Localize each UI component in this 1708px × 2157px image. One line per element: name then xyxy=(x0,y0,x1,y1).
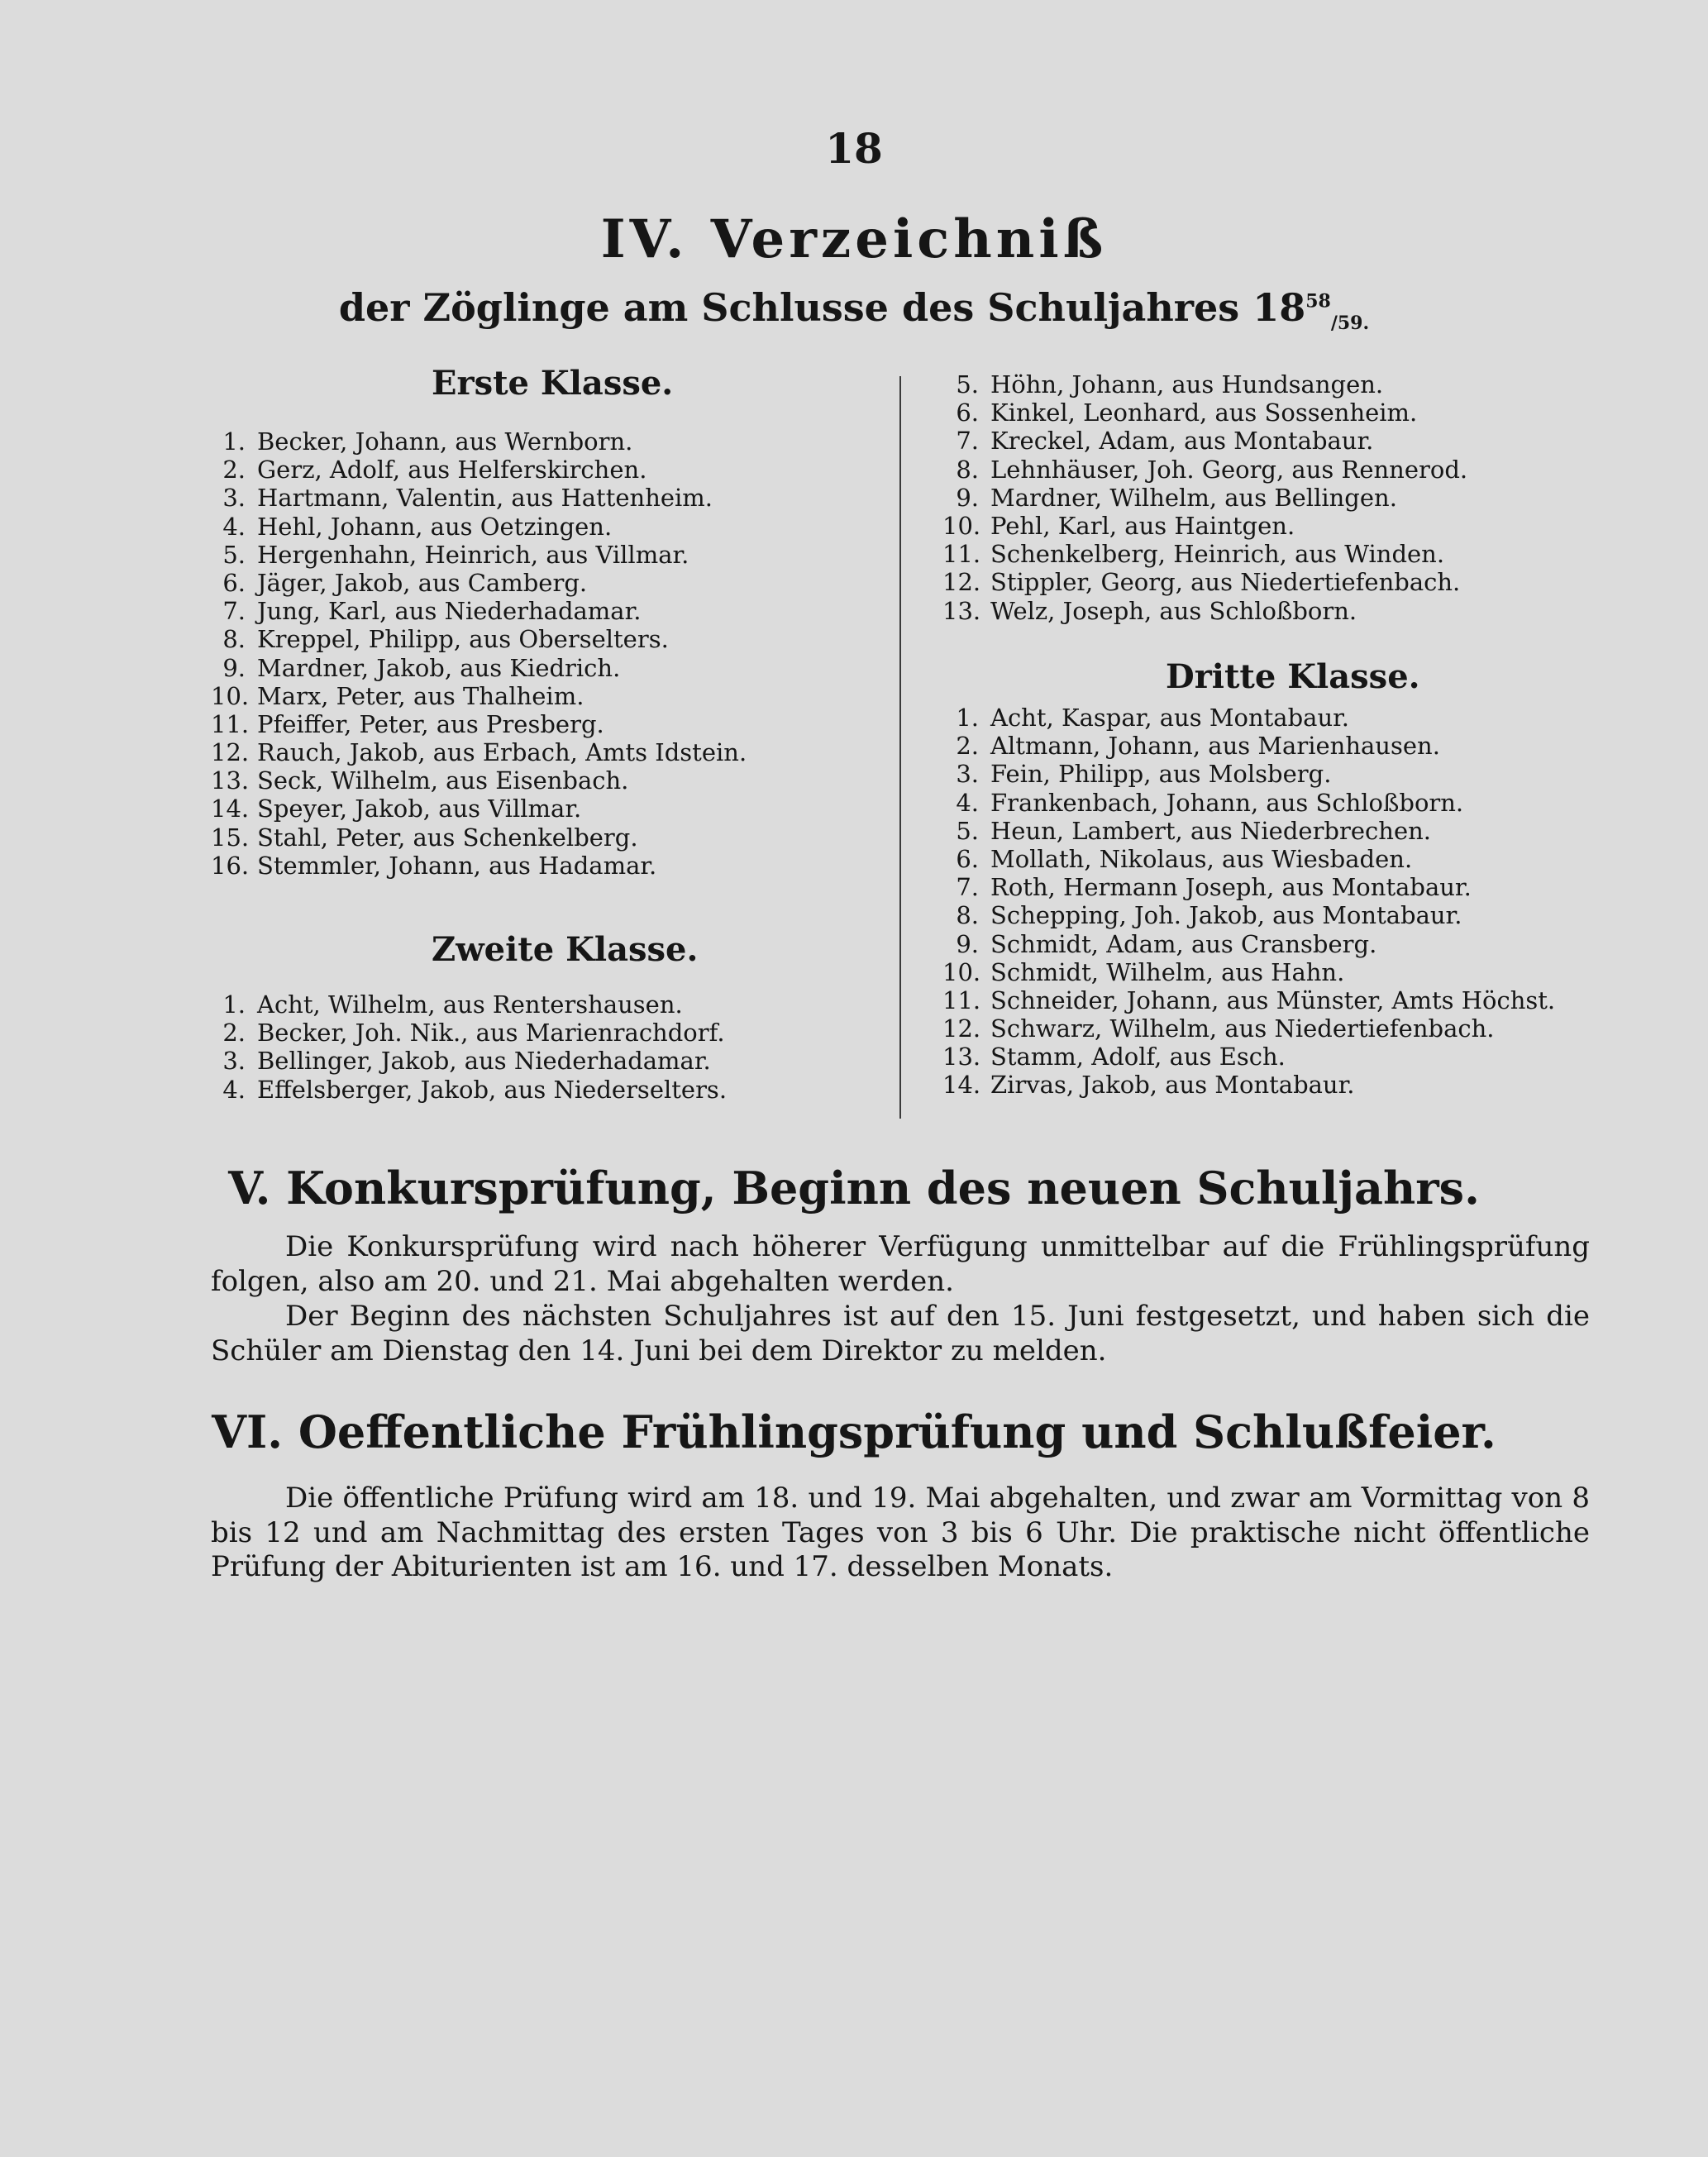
student-entry: Kinkel, Leonhard, aus Sossenheim. xyxy=(990,398,1418,427)
item-number: 15. xyxy=(211,823,250,852)
item-number: 1. xyxy=(222,990,246,1019)
student-entry: Mardner, Jakob, aus Kiedrich. xyxy=(257,653,621,682)
item-number: 13. xyxy=(942,1043,981,1071)
item-number: 8. xyxy=(956,455,979,484)
list-item xyxy=(211,682,747,710)
list-item xyxy=(942,958,1555,986)
list-zweite-klasse-left xyxy=(211,990,727,1104)
list-item xyxy=(211,654,747,682)
student-entry: Roth, Hermann Joseph, aus Montabaur. xyxy=(990,873,1472,902)
item-number: 10. xyxy=(942,511,981,540)
item-number: 6. xyxy=(956,398,979,427)
item-number: 8. xyxy=(956,901,979,930)
list-item xyxy=(211,990,727,1019)
column-divider xyxy=(899,376,901,1119)
student-entry: Fein, Philipp, aus Molsberg. xyxy=(990,760,1332,789)
item-number: 5. xyxy=(222,540,246,569)
student-entry: Schneider, Johann, aus Münster, Amts Höchst. xyxy=(990,985,1556,1014)
student-entry: Acht, Wilhelm, aus Rentershausen. xyxy=(257,990,683,1019)
student-entry: Mardner, Wilhelm, aus Bellingen. xyxy=(990,483,1397,512)
section-5-paragraph-1: Die Konkursprüfung wird nach höherer Verfügung unmittelbar auf die Frühlingsprüfung folgen, also am 20. und 21. Mai abgehalten werden. xyxy=(211,1230,1590,1298)
item-number: 14. xyxy=(942,1071,981,1100)
student-entry: Schenkelberg, Heinrich, aus Winden. xyxy=(990,540,1445,569)
item-number: 9. xyxy=(956,483,979,512)
student-entry: Becker, Johann, aus Wernborn. xyxy=(257,427,633,456)
student-entry: Welz, Joseph, aus Schloßborn. xyxy=(990,596,1357,625)
subtitle-text: der Zöglinge am Schlusse des Schuljahres 18 xyxy=(338,285,1306,330)
list-item xyxy=(942,1071,1555,1099)
list-item xyxy=(942,568,1467,596)
list-item xyxy=(211,456,747,484)
item-number: 7. xyxy=(222,597,246,626)
heading-dritte-klasse: Dritte Klasse. xyxy=(1166,657,1420,696)
list-item xyxy=(942,704,1555,732)
student-entry: Lehnhäuser, Joh. Georg, aus Rennerod. xyxy=(990,455,1468,484)
section-5-title: V. Konkursprüfung, Beginn des neuen Schuljahrs. xyxy=(228,1162,1480,1215)
section-6-title: VI. Oeffentliche Frühlingsprüfung und Schlußfeier. xyxy=(212,1405,1496,1458)
item-number: 1. xyxy=(956,704,979,732)
list-item xyxy=(942,930,1555,958)
student-entry: Stamm, Adolf, aus Esch. xyxy=(990,1043,1286,1071)
student-entry: Pehl, Karl, aus Haintgen. xyxy=(990,511,1295,540)
item-number: 16. xyxy=(211,851,250,880)
student-entry: Speyer, Jakob, aus Villmar. xyxy=(257,795,582,823)
item-number: 4. xyxy=(956,788,979,817)
list-item xyxy=(211,795,747,823)
list-item xyxy=(211,625,747,653)
list-item xyxy=(942,760,1555,788)
list-item xyxy=(942,597,1467,625)
student-entry: Becker, Joh. Nik., aus Marienrachdorf. xyxy=(257,1019,725,1047)
student-entry: Stippler, Georg, aus Niedertiefenbach. xyxy=(990,568,1461,597)
item-number: 5. xyxy=(956,816,979,845)
item-number: 4. xyxy=(222,1075,246,1104)
list-item xyxy=(942,456,1467,484)
item-number: 2. xyxy=(956,732,979,761)
list-item xyxy=(942,1043,1555,1071)
item-number: 11. xyxy=(942,540,981,569)
section-4-subtitle xyxy=(0,285,1708,334)
student-entry: Mollath, Nikolaus, aus Wiesbaden. xyxy=(990,844,1413,873)
item-number: 12. xyxy=(211,738,250,767)
item-number: 6. xyxy=(956,844,979,873)
list-item xyxy=(942,427,1467,455)
heading-zweite-klasse: Zweite Klasse. xyxy=(432,930,699,969)
list-item xyxy=(211,597,747,625)
item-number: 9. xyxy=(956,929,979,958)
student-entry: Hergenhahn, Heinrich, aus Villmar. xyxy=(257,540,689,569)
item-number: 9. xyxy=(222,653,246,682)
student-entry: Pfeiffer, Peter, aus Presberg. xyxy=(257,709,604,738)
list-dritte-klasse xyxy=(942,704,1555,1100)
student-entry: Kreppel, Philipp, aus Oberselters. xyxy=(257,625,669,654)
item-number: 7. xyxy=(956,873,979,902)
list-item xyxy=(942,901,1555,929)
list-item xyxy=(211,513,747,541)
list-item xyxy=(211,427,747,456)
item-number: 14. xyxy=(211,795,250,823)
list-zweite-klasse-right xyxy=(942,370,1467,625)
item-number: 10. xyxy=(942,957,981,986)
list-item xyxy=(211,710,747,738)
list-item xyxy=(942,789,1555,817)
item-number: 1. xyxy=(222,427,246,456)
section-5-paragraph-2: Der Beginn des nächsten Schuljahres ist auf den 15. Juni festgesetzt, und haben sich die Schüler am Dienstag den 14. Juni bei dem Direktor zu melden. xyxy=(211,1300,1590,1367)
student-entry: Höhn, Johann, aus Hundsangen. xyxy=(990,370,1384,398)
list-item xyxy=(211,823,747,852)
item-number: 8. xyxy=(222,625,246,654)
student-entry: Jung, Karl, aus Niederhadamar. xyxy=(257,597,642,626)
year-superscript: 58 xyxy=(1305,290,1331,313)
list-item xyxy=(211,738,747,766)
item-number: 10. xyxy=(211,681,250,710)
list-item xyxy=(211,852,747,880)
item-number: 2. xyxy=(222,1019,246,1047)
section-4-title: IV. Verzeichniß xyxy=(600,208,1108,270)
list-item xyxy=(942,817,1555,845)
item-number: 11. xyxy=(942,985,981,1014)
item-number: 12. xyxy=(942,568,981,597)
item-number: 2. xyxy=(222,456,246,484)
student-entry: Marx, Peter, aus Thalheim. xyxy=(257,681,584,710)
student-entry: Seck, Wilhelm, aus Eisenbach. xyxy=(257,766,629,795)
student-entry: Jäger, Jakob, aus Camberg. xyxy=(257,568,588,597)
item-number: 12. xyxy=(942,1014,981,1043)
item-number: 3. xyxy=(956,760,979,789)
student-entry: Gerz, Adolf, aus Helferskirchen. xyxy=(257,456,647,484)
student-entry: Heun, Lambert, aus Niederbrechen. xyxy=(990,816,1432,845)
student-entry: Stemmler, Johann, aus Hadamar. xyxy=(257,851,657,880)
student-entry: Schmidt, Wilhelm, aus Hahn. xyxy=(990,957,1345,986)
student-entry: Effelsberger, Jakob, aus Niederselters. xyxy=(257,1075,728,1104)
student-entry: Frankenbach, Johann, aus Schloßborn. xyxy=(990,788,1464,817)
list-item xyxy=(942,986,1555,1014)
list-item xyxy=(211,1047,727,1075)
list-item xyxy=(942,845,1555,873)
item-number: 5. xyxy=(956,370,979,398)
list-item xyxy=(942,540,1467,568)
student-entry: Rauch, Jakob, aus Erbach, Amts Idstein. xyxy=(257,738,747,767)
student-entry: Stahl, Peter, aus Schenkelberg. xyxy=(257,823,638,852)
item-number: 7. xyxy=(956,427,979,456)
list-item xyxy=(211,569,747,597)
list-item xyxy=(942,873,1555,901)
student-entry: Schmidt, Adam, aus Cransberg. xyxy=(990,929,1377,958)
list-item xyxy=(942,398,1467,427)
student-entry: Acht, Kaspar, aus Montabaur. xyxy=(990,704,1350,732)
list-item xyxy=(942,484,1467,512)
list-item xyxy=(211,1019,727,1047)
page-number: 18 xyxy=(825,124,883,173)
item-number: 13. xyxy=(942,596,981,625)
student-entry: Kreckel, Adam, aus Montabaur. xyxy=(990,427,1374,456)
heading-erste-klasse: Erste Klasse. xyxy=(432,364,674,403)
list-item xyxy=(942,732,1555,760)
student-entry: Hartmann, Valentin, aus Hattenheim. xyxy=(257,484,713,513)
item-number: 3. xyxy=(222,1047,246,1076)
student-entry: Hehl, Johann, aus Oetzingen. xyxy=(257,512,613,541)
list-item xyxy=(211,484,747,512)
list-item xyxy=(211,541,747,569)
section-6-paragraph-1: Die öffentliche Prüfung wird am 18. und 19. Mai abgehalten, und zwar am Vormittag von 8 bis 12 und am Nachmittag des ersten Tages von 3 bis 6 Uhr. Die praktische nicht öffentliche Prüfung der Abiturienten ist am 16. und 17. desselben Monats. xyxy=(211,1482,1590,1583)
student-entry: Altmann, Johann, aus Marienhausen. xyxy=(990,732,1440,761)
item-number: 6. xyxy=(222,568,246,597)
student-entry: Zirvas, Jakob, aus Montabaur. xyxy=(990,1071,1355,1100)
list-item xyxy=(942,512,1467,540)
student-entry: Bellinger, Jakob, aus Niederhadamar. xyxy=(257,1047,711,1076)
list-item xyxy=(942,1014,1555,1043)
student-entry: Schepping, Joh. Jakob, aus Montabaur. xyxy=(990,901,1462,930)
item-number: 3. xyxy=(222,484,246,513)
list-item xyxy=(942,370,1467,398)
list-erste-klasse xyxy=(211,427,747,880)
student-entry: Schwarz, Wilhelm, aus Niedertiefenbach. xyxy=(990,1014,1495,1043)
item-number: 4. xyxy=(222,512,246,541)
list-item xyxy=(211,1076,727,1104)
item-number: 11. xyxy=(211,709,250,738)
item-number: 13. xyxy=(211,766,250,795)
year-subscript: /59. xyxy=(1330,313,1370,335)
list-item xyxy=(211,766,747,795)
